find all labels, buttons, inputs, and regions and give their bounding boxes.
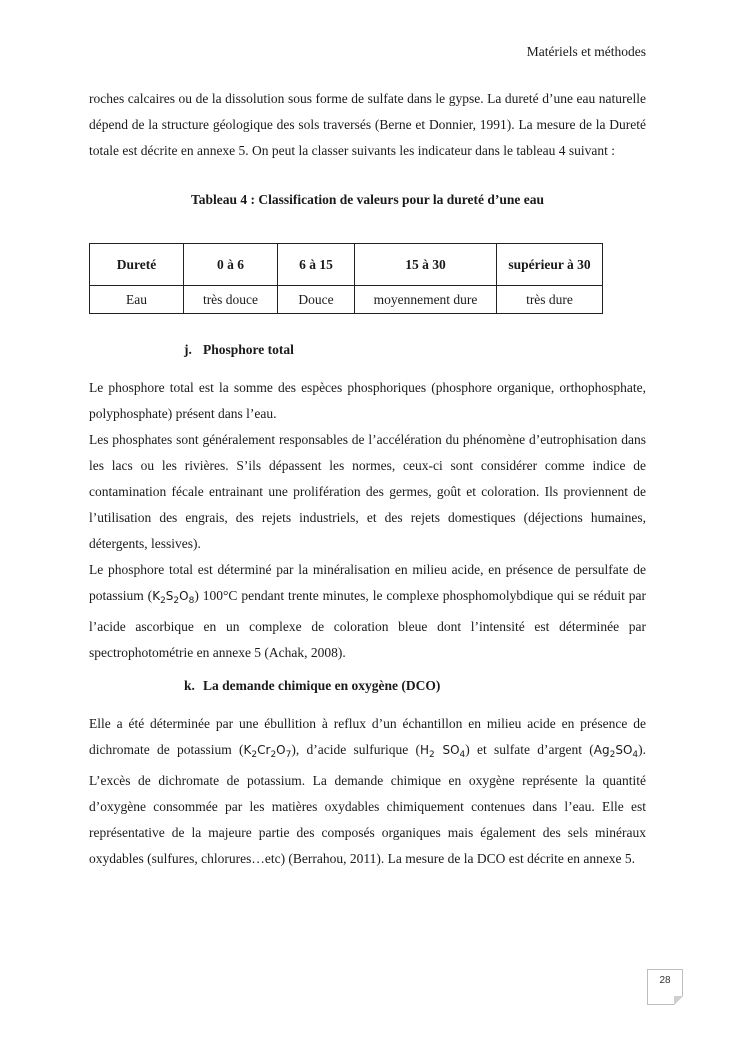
table-cell: moyennement dure xyxy=(355,286,497,314)
chemical-formula: $K_2S_2O_8$ xyxy=(152,589,195,606)
intro-paragraph: roches calcaires ou de la dissolution sous forme de sulfate dans le gypse. La dureté d’une eau naturelle dépend de la structure géologique des sols traversés (Berne et Donnier, 1991). La mesure de la Dureté totale est décrite en annexe 5. On peut la classer suivants les indicateur dans le tableau 4 suivant : xyxy=(89,91,646,158)
table-header-cell: 6 à 15 xyxy=(278,244,355,286)
table-cell: très dure xyxy=(497,286,603,314)
table-header-cell: supérieur à 30 xyxy=(497,244,603,286)
table-header-cell: 15 à 30 xyxy=(355,244,497,286)
table-cell: très douce xyxy=(184,286,278,314)
running-header: Matériels et méthodes xyxy=(526,44,646,59)
table-header-cell: Dureté xyxy=(90,244,184,286)
page-number xyxy=(647,969,683,1005)
table-header-cell: 0 à 6 xyxy=(184,244,278,286)
page-curl-icon xyxy=(674,996,683,1005)
section-j-body xyxy=(89,375,646,666)
table-header-row xyxy=(90,244,603,286)
table-caption: Tableau 4 : Classification de valeurs pour la dureté d’une eau xyxy=(190,192,545,207)
section-k-heading xyxy=(184,678,440,694)
section-j-paragraph-2: Les phosphates sont généralement responsables de l’accélération du phénomène d’eutrophisation dans les lacs ou les rivières. S’ils dépassent les normes, ceux-ci sont considérer comme indice de contamination fécale entrainant une prolifération des germes, goût et coloration. Ils proviennent de l’utilisation des engrais, des rejets industriels, et des rejets domestiques (déjections humaines, détergents, lessives). xyxy=(89,432,646,551)
section-k-letter: k. xyxy=(184,678,195,693)
section-j-title: Phosphore total xyxy=(203,342,294,357)
chemical-formula: $H_2$ $SO_4$ xyxy=(419,743,466,760)
table-cell: Eau xyxy=(90,286,184,314)
hardness-table xyxy=(89,243,603,314)
section-j-paragraph-1: Le phosphore total est la somme des espèces phosphoriques (phosphore organique, orthophosphate, polyphosphate) présent dans l’eau. xyxy=(89,380,646,421)
page-number-label: 28 xyxy=(659,975,671,986)
chemical-formula: $K_2Cr_2O_7$ xyxy=(243,743,292,760)
section-j-letter: j. xyxy=(184,342,192,357)
section-k-title: La demande chimique en oxygène (DCO) xyxy=(203,678,441,693)
table-row xyxy=(90,286,603,314)
section-j-heading xyxy=(184,342,294,358)
chemical-formula: $Ag_2SO_4$ xyxy=(593,743,639,760)
table-cell: Douce xyxy=(278,286,355,314)
section-j-paragraph-3: Le phosphore total est déterminé par la minéralisation en milieu acide, en présence de persulfate de potassium $(K_2S_2O_8)$ 100°C pendant trente minutes, le complexe phosphomolybdique qui se réduit par l’acide ascorbique en un complexe de coloration bleue dont l’intensité est déterminée par spectrophotométrie en annexe 5 (Achak, 2008). xyxy=(89,562,646,660)
section-k-paragraph: Elle a été déterminée par une ébullition à reflux d’un échantillon en milieu acide en présence de dichromate de potassium $(K_2Cr_2O_7)$, d’acide sulfurique ($H_2$ $SO_4$) et sulfate d’argent $(Ag_2SO_4)$. L’excès de dichromate de potassium. La demande chimique en oxygène représente la quantité d’oxygène consommée par les matières oxydables chimiquement contenues dans l’eau. Elle est représentative de la majeure partie des composés organiques mais également des sels minéraux oxydables (sulfures, chlorures…etc) (Berrahou, 2011). La mesure de la DCO est décrite en annexe 5. xyxy=(89,716,647,866)
